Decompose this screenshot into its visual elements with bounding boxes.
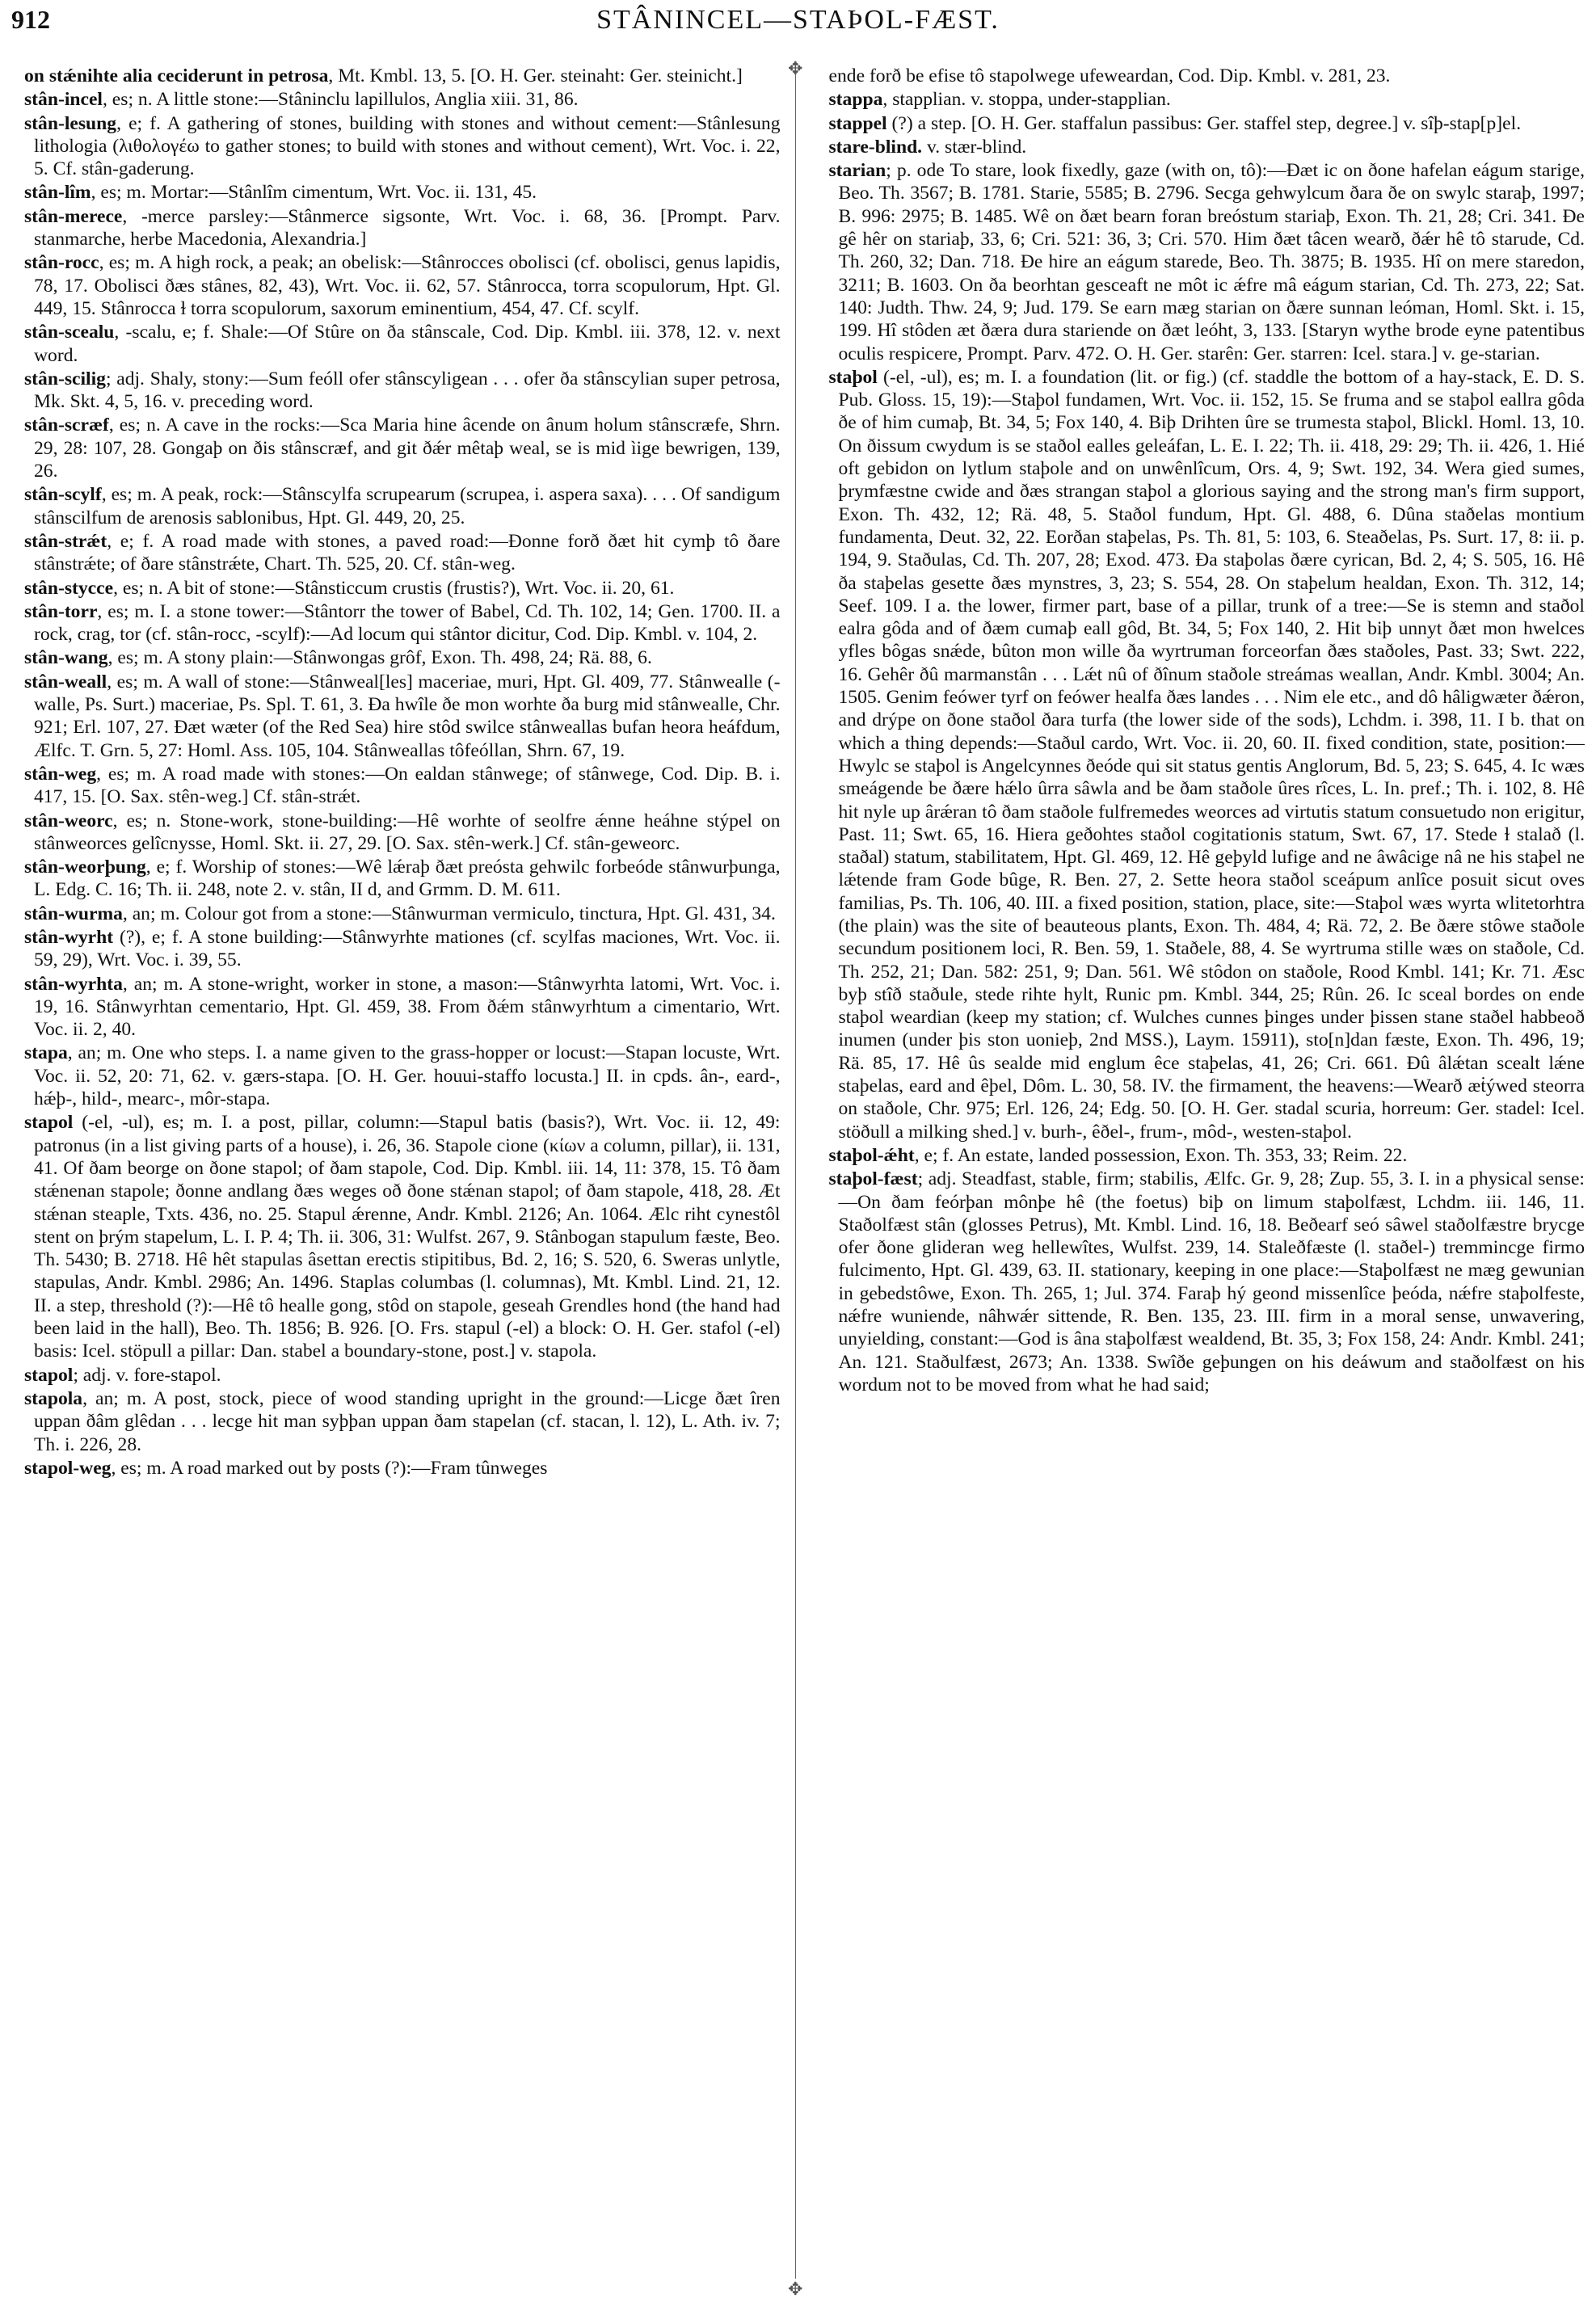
dictionary-entry: staþol (-el, -ul), es; m. I. a foundation (lit. or fig.) (cf. staddle the bottom of a hay-stack, E. D. S. Pub. Gloss. 15, 19):—Staþol fundamen, Wrt. Voc. ii. 152, 15. Se fruma and se staþol eallra gôda ðe of him cumaþ, Bt. 34, 5; Fox 140, 4. Biþ Drihten ûre se trumesta staþol, Blickl. Homl. 13, 10. On ðissum cwydum is se staðol ealles geleáfan, L. E. I. 22; Th. ii. 418, 29: 29; Th. ii. 426, 1. Hié oft gebidon on lytlum staþole and on unwênlîcum, Ors. 4, 9; Swt. 192, 34. Wera gied sumes, þrymfæstne cwide and ðæs strangan staþol a glorious saying and the strong man's firm support, Exon. Th. 432, 12; Rä. 48, 5. Staðol fundum, Hpt. Gl. 488, 6. Dûna staðelas montium fundamenta, Deut. 32, 22. Eorðan staþelas, Ps. Th. 81, 5: 103, 6. Steaðelas, Ps. Surt. 17, 8: ii. p. 194, 9. Staðulas, Cd. Th. 207, 28; Exod. 473. Ða staþolas ðære cyrican, Bd. 2, 4; S. 505, 16. Hê ða staþelas gesette ðæs mynstres, 3, 23; S. 554, 28. On staþelum healdan, Exon. Th. 312, 14; Seef. 109. I a. the lower, firmer part, base of a pillar, trunk of a tree:—Se is stemn and staðol ealra gôda and of ðæm cumaþ eall gôd, Bt. 34, 5; Fox 140, 2. Hit biþ unnyt ðæt mon hwelces yfles bôgas snǽde, bûton mon wille ða wyrtruman forceorfan ðæs staðoles, Past. 33; Swt. 222, 16. Gehêr ðû marmanstân . . . Lǽt nû of ðînum staðole streámas weallan, Andr. Kmbl. 3004; An. 1505. Genim feówer tyrf on feówer healfa ðæs landes . . . Nim ele etc., and dô hâligwæter ðǽron, and drýpe on ðone staðol ðara turfa (the lower side of the sods), Lchdm. i. 398, 11. I b. that on which a thing depends:—Staðul cardo, Wrt. Voc. ii. 20, 60. II. fixed condition, state, position:—Hwylc se staþol is Angelcynnes ðeóde qui sit status gentis Anglorum, Bd. 5, 23; S. 645, 4. Ic wæs smeágende be ðære hǽlo ûrra sâwla and be ðam staðole ûres rîces, L. In. pref.; Th. i. 102, 8. Hê hit nyle up ârǽran tô ðam staðole fulfremedes weorces ad virtutis statum consuetudo non erigitur, Past. 11; Swt. 65, 16. Hiera geðohtes staðol cogitationis statum, Swt. 67, 17. Stede ɫ stalað (l. staðal) statum, stabilitatem, Hpt. Gl. 469, 12. Hê geþyld lufige and ne âwâcige nâ ne his staþel ne lǽtende fram Gode bûge, R. Ben. 27, 2. Sette heora staðol sceápum anlîce posuit sicut oves familias, Ps. Th. 106, 40. III. a fixed position, station, place, site:—Staþol wæs wyrta wlitetorhtra (the plain) was the site of beauteous plants, Exon. Th. 484, 4; Rä. 72, 2. Be ðære stôwe staðole secundum positionem loci, R. Ben. 59, 1. Staðele, 88, 4. Se wyrtruma stille wæs on staðole, Cd. Th. 252, 21; Dan. 582: 251, 9; Dan. 561. Wê stôdon on staðole, Rood Kmbl. 141; Kr. 71. Æsc byþ stîð staðule, stede rihte hylt, Runic pm. Kmbl. 344, 25; Rûn. 26. Ic sceal bordes on ende staþol weardian (keep my station; cf. Wulches cunnes þinges under þissen stane staðel habbeoð inumen (under þis ston uonieþ, 2nd MSS.), Laym. 15911), sto[n]dan fæste, Exon. Th. 496, 19; Rä. 85, 17. Hê ûs sealde mid englum êce staþelas, 41, 26; Cri. 661. Ðû âlǽtan scealt lǽne staþelas, eard and êþel, Dôm. L. 30, 58. IV. the firmament, the heavens:—Wearð æṫýwed steorra on staðole, Chr. 975; Erl. 126, 24; Edg. 50. [O. H. Ger. stadal scuria, horreum: Ger. stadel: Icel. stöðull a milking shed.] v. burh-, êðel-, frum-, môd-, westen-staþol. bbox=[828, 366, 1585, 1143]
dictionary-entry: stapol-weg, es; m. A road marked out by posts (?):—Fram tûnweges bbox=[24, 1457, 548, 1479]
dictionary-entry: staþol-ǽht, e; f. An estate, landed possession, Exon. Th. 353, 33; Reim. 22. bbox=[828, 1144, 1408, 1166]
dictionary-entry: stân-incel, es; n. A little stone:—Stâninclu lapillulos, Anglia xiii. 31, 86. bbox=[24, 89, 579, 111]
dictionary-entry: stân-lesung, e; f. A gathering of stones, building with stones and without cement:—Stânlesung lithologia (λιθολογέω to gather stones; to build with stones and without cement), Wrt. Voc. i. 22, 5. Cf. stân-gaderung. bbox=[24, 112, 781, 180]
dictionary-entry: starian; p. ode To stare, look fixedly, gaze (with on, tô):—Ðæt ic on ðone hafelan eágum starige, Beo. Th. 3567; B. 1781. Starie, 5585; B. 2796. Secga gehwylcum ðara ðe on swylc staraþ, 1997; B. 996: 2975; B. 1485. Wê on ðæt bearn foran breóstum stariaþ, Exon. Th. 21, 28; Cri. 341. Ðe gê hêr on stariaþ, 33, 6; Cri. 521: 36, 3; Cri. 570. Him ðæt tâcen wearð, ðǽr hê tô starude, Cd. Th. 260, 32; Dan. 718. Ðe hire an eágum starede, Beo. Th. 3875; B. 1935. Hî on mere staredon, 3211; B. 1603. On ða beorhtan gesceaft ne môt ic ǽfre mâ eágum starian, Cd. Th. 273, 22; Sat. 140: Judth. Thw. 24, 9; Jud. 179. Se earn mæg starian on ðære sunnan leóman, Homl. Skt. i. 15, 199. Hî stôden æt ðæra dura stariende on ðæt leóht, 3, 133. [Staryn wythe brode eyne patentibus oculis respicere, Prompt. Parv. 472. O. H. Ger. starên: Ger. starren: Icel. stara.] v. ge-starian. bbox=[828, 160, 1585, 364]
dictionary-entry: stân-weall, es; m. A wall of stone:—Stânweal[les] maceriae, muri, Hpt. Gl. 409, 77. Stânwealle (-walle, Ps. Surt.) maceriae, Ps. Spl. T. 61, 3. Ða hwîle ðe mon worhte ða burg mid stânwealle, Chr. 921; Erl. 107, 27. Ðæt wæter (of the Red Sea) hire stôd swilce stânweallas bufan heora heáfdum, Ælfc. T. Grn. 5, 27: Homl. Ass. 105, 104. Stânweallas tôfeóllan, Shrn. 67, 19. bbox=[24, 671, 781, 761]
dictionary-entry: on stǽnihte alia ceciderunt in petrosa, Mt. Kmbl. 13, 5. [O. H. Ger. steinaht: Ger. steinicht.] bbox=[24, 65, 743, 86]
dictionary-entry: stapola, an; m. A post, stock, piece of wood standing upright in the ground:—Licge ðæt îren uppan ðâm glêdan . . . lecge hit man syþþan uppan ðam stapelan (cf. stacan, l. 12), L. Ath. iv. 7; Th. i. 226, 28. bbox=[24, 1387, 781, 1455]
left-column bbox=[24, 65, 781, 2303]
dictionary-entry: stân-wyrht (?), e; f. A stone building:—Stânwyrhte mationes (cf. scylfas maciones, Wrt. Voc. ii. 59, 29), Wrt. Voc. i. 39, 55. bbox=[24, 926, 781, 971]
dictionary-entry: stân-weorþung, e; f. Worship of stones:—Wê lǽraþ ðæt preósta gehwilc forbeóde stânwurþunga, L. Edg. C. 16; Th. ii. 248, note 2. v. stân, II d, and Grmm. D. M. 611. bbox=[24, 857, 781, 901]
dictionary-entry: stân-scealu, -scalu, e; f. Shale:—Of Stûre on ða stânscale, Cod. Dip. Kmbl. iii. 378, 12. v. next word. bbox=[24, 322, 781, 366]
dictionary-entry: stapa, an; m. One who steps. I. a name given to the grass-hopper or locust:—Stapan locuste, Wrt. Voc. ii. 52, 20: 71, 62. v. gærs-stapa. [O. H. Ger. houui-staffo locusta.] II. in cpds. ân-, eard-, hǽþ-, hild-, mearc-, môr-stapa. bbox=[24, 1042, 781, 1110]
dictionary-entry: stân-rocc, es; m. A high rock, a peak; an obelisk:—Stânrocces obolisci (cf. obolisci, genus lapidis, 78, 17. Obolisci ðæs stânes, 82, 43), Wrt. Voc. ii. 62, 57. Stânrocca, torra scopulorum, Hpt. Gl. 449, 15. Stânrocca ɫ torra scopulorum, saxorum eminentium, 454, 47. Cf. scylf. bbox=[24, 252, 781, 319]
dictionary-entry: stân-weg, es; m. A road made with stones:—On ealdan stânwege; of stânwege, Cod. Dip. B. i. 417, 15. [O. Sax. stên-weg.] Cf. stân-strǽt. bbox=[24, 763, 781, 808]
dictionary-entry: stân-scræf, es; n. A cave in the rocks:—Sca Maria hine âcende on ânum holum stânscræfe, Shrn. 29, 28: 107, 28. Gongaþ on ðis stânscræf, and git ðǽr mêtaþ weal, se is mid ìige bewrigen, 139, 26. bbox=[24, 415, 781, 482]
page-number: 912 bbox=[11, 5, 50, 34]
text-columns bbox=[24, 65, 1585, 2303]
dictionary-entry: stappel (?) a step. [O. H. Ger. staffalun passibus: Ger. staffel step, degree.] v. sîþ-stap[p]el. bbox=[828, 112, 1522, 134]
divider-ornament-top: ✥ bbox=[788, 58, 803, 78]
dictionary-entry: stân-lîm, es; m. Mortar:—Stânlîm cimentum, Wrt. Voc. ii. 131, 45. bbox=[24, 182, 537, 204]
dictionary-entry: stân-scylf, es; m. A peak, rock:—Stânscylfa scrupearum (scrupea, i. aspera saxa). . . . Of sandigum stânscilfum de arenosis sablonibus, Hpt. Gl. 449, 20, 25. bbox=[24, 484, 781, 528]
dictionary-entry: stân-merece, -merce parsley:—Stânmerce sigsonte, Wrt. Voc. i. 68, 36. [Prompt. Parv. stanmarche, herbe Macedonia, Alexandria.] bbox=[24, 205, 781, 250]
right-column bbox=[829, 65, 1585, 2303]
dictionary-entry: ende forð be efise tô stapolwege ufeweardan, Cod. Dip. Kmbl. v. 281, 23. bbox=[828, 65, 1391, 86]
dictionary-entry: stapol (-el, -ul), es; m. I. a post, pillar, column:—Stapul batis (basis?), Wrt. Voc. ii. 12, 49: patronus (in a list giving parts of a house), i. 26, 36. Stapole cione (κίων a column, pillar), ii. 131, 41. Of ðam beorge on ðone stapol; of ðam stapole, Cod. Dip. Kmbl. iii. 14, 11: 378, 15. Tô ðam stǽnenan stapole; ðonne andlang ðæs weges oð ðone stǽnan stapol; of ðam stapole, 418, 28. Æt stǽnan steaple, Txts. 436, no. 25. Stapul ǽrenne, Andr. Kmbl. 2126; An. 1064. Ælc riht cynestôl stent on þrým stapelum, L. I. P. 4; Th. ii. 306, 31: Wulfst. 267, 9. Stânbogan stapulum fæste, Beo. Th. 5430; B. 2718. Hê hêt stapulas âsettan erectis stipitibus, Bd. 2, 16; S. 520, 6. Sweras unlytle, stapulas, Andr. Kmbl. 2986; An. 1496. Staplas columbas (l. columnas), Mt. Kmbl. Lind. 21, 12. II. a step, threshold (?):—Hê tô healle gong, stôd on stapole, geseah Grendles hond (the hand had been laid in the hall), Beo. Th. 1856; B. 926. [O. Frs. stapul (-el) a block: O. H. Ger. stafol (-el) basis: Icel. stöpull a pillar: Dan. stabel a boundary-stone, post.] v. stapola. bbox=[24, 1112, 781, 1362]
dictionary-entry: staþol-fæst; adj. Steadfast, stable, firm; stabilis, Ælfc. Gr. 9, 28; Zup. 55, 3. I. in a physical sense:—On ðam feórþan mônþe hê (the foetus) biþ on limum staþolfæst, Lchdm. iii. 146, 11. Staðolfæst stân (glosses Petrus), Mt. Kmbl. Lind. 16, 18. Beðearf seó sâwel staðolfæstre brycge ofer ðone glideran weg hellewîtes, Wulfst. 239, 14. Staleðfæste (l. staðel-) tremmincge firmo fulcimento, Hpt. Gl. 439, 63. II. stationary, keeping in one place:—Staþolfæst ne mæg gewunian in gebedstôwe, Exon. Th. 265, 1; Jul. 374. Faraþ hý geond missenlîce þeóda, nǽfre staþolfeste, nǽfre wuniende, nâhwǽr sittende, R. Ben. 135, 23. III. firm in a moral sense, unwavering, unyielding, constant:—God is âna staþolfæst wealdend, Bt. 35, 3; Fox 158, 24: Andr. Kmbl. 241; An. 121. Staðulfæst, 2673; An. 1338. Swîðe geþungen on his deáwum and staðolfæst on his wordum not to be moved from what he had said; bbox=[828, 1168, 1585, 1395]
dictionary-entry: stapol; adj. v. fore-stapol. bbox=[24, 1364, 221, 1386]
dictionary-entry: stare-blind. v. stær-blind. bbox=[828, 136, 1027, 158]
dictionary-entry: stân-stycce, es; n. A bit of stone:—Stânsticcum crustis (frustis?), Wrt. Voc. ii. 20, 61. bbox=[24, 577, 675, 599]
dictionary-entry: stappa, stapplian. v. stoppa, under-stapplian. bbox=[828, 89, 1171, 111]
dictionary-entry: stân-wang, es; m. A stony plain:—Stânwongas grôf, Exon. Th. 498, 24; Rä. 88, 6. bbox=[24, 647, 652, 669]
dictionary-entry: stân-wurma, an; m. Colour got from a stone:—Stânwurman vermiculo, tinctura, Hpt. Gl. 431, 34. bbox=[24, 903, 776, 924]
divider-ornament-bottom: ✥ bbox=[788, 2279, 803, 2299]
running-head: STÂNINCEL—STAÞOL-FÆST. bbox=[596, 5, 1000, 35]
dictionary-entry: stân-torr, es; m. I. a stone tower:—Stântorr the tower of Babel, Cd. Th. 102, 14; Gen. 1700. II. a rock, crag, tor (cf. stân-rocc, -scylf):—Ad locum qui stântor dicitur, Cod. Dip. Kmbl. v. 104, 2. bbox=[24, 600, 781, 646]
page-header bbox=[11, 2, 1585, 39]
dictionary-entry: stân-strǽt, e; f. A road made with stones, a paved road:—Ðonne forð ðæt hit cymþ tô ðare stânstrǽte; of ðare stânstrǽte, Chart. Th. 525, 20. Cf. stân-weg. bbox=[24, 530, 781, 575]
dictionary-entry: stân-scilig; adj. Shaly, stony:—Sum feóll ofer stânscyligean . . . ofer ða stânscylian super petrosa, Mk. Skt. 4, 5, 16. v. preceding word. bbox=[24, 368, 781, 413]
dictionary-entry: stân-weorc, es; n. Stone-work, stone-building:—Hê worhte of seolfre ǽnne heáhne stýpel on stânweorces gelîcnysse, Homl. Skt. ii. 27, 29. [O. Sax. stên-werk.] Cf. stân-geweorc. bbox=[24, 810, 781, 854]
dictionary-entry: stân-wyrhta, an; m. A stone-wright, worker in stone, a mason:—Stânwyrhta latomi, Wrt. Voc. i. 19, 16. Stânwyrhtan cementario, Hpt. Gl. 459, 38. From ðǽm stânwyrhtum a cimentario, Wrt. Voc. ii. 2, 40. bbox=[24, 973, 781, 1041]
